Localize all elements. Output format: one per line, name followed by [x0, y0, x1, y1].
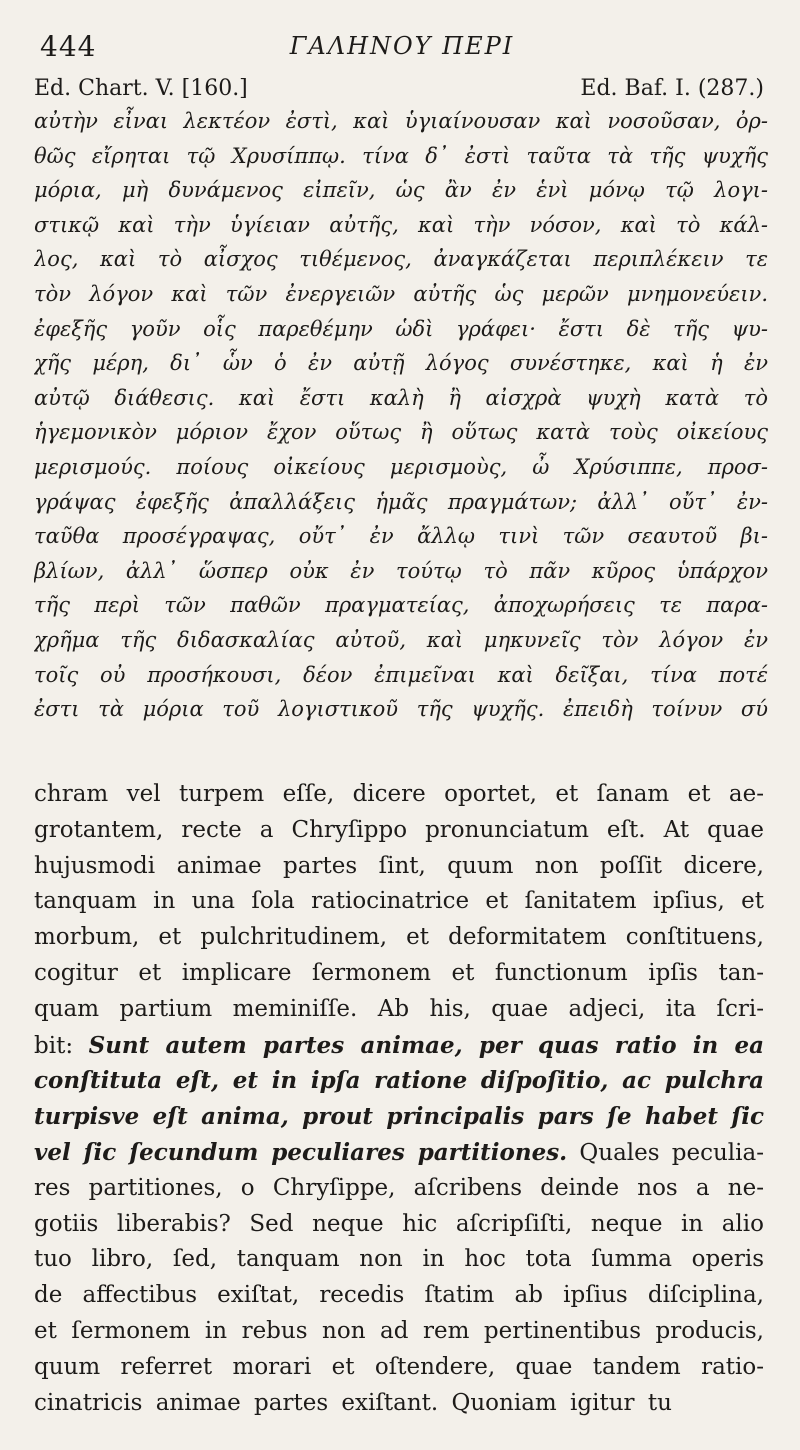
latin-text: grotantem, recte a Chryſippo pronunciatum eſt. At quae — [34, 816, 764, 843]
latin-line — [34, 777, 764, 813]
latin-text: gotiis liberabis? Sed neque hic aſcripſiſti, neque in alio — [34, 1210, 764, 1237]
latin-line — [34, 1278, 764, 1314]
latin-text: cogitur et implicare ſermonem et functionum ipſis tan- — [34, 959, 764, 986]
edition-reference-right: Ed. Baf. I. (287.) — [580, 76, 764, 101]
edition-reference-left: Ed. Chart. V. [160.] — [34, 76, 248, 101]
latin-text: Quales peculia- — [567, 1139, 764, 1166]
greek-line: ταῦθα προσέγραψας, οὔτ᾽ ἐν ἄλλῳ τινὶ τῶν σεαυτοῦ βι- — [34, 524, 768, 549]
latin-text: tuo libro, ſed, tanquam non in hoc tota ſumma operis — [34, 1246, 764, 1273]
greek-line: τῆς περὶ τῶν παθῶν πραγματείας, ἀποχωρήσεις τε παρα- — [34, 593, 768, 618]
greek-line: λος, καὶ τὸ αἶσχος τιθέμενος, ἀναγκάζεται περιπλέκειν τε — [34, 247, 768, 272]
chrysippus-quotation: conſtituta eſt, et in ipſa ratione diſpoſitio, ac pulchra — [34, 1067, 764, 1095]
greek-line: χῆς μέρη, δι᾽ ὧν ὁ ἐν αὐτῇ λόγος συνέστηκε, καὶ ἡ ἐν — [34, 351, 768, 376]
greek-line: ἐφεξῆς γοῦν οἷς παρεθέμην ὡδὶ γράφει· ἔστι δὲ τῆς ψυ- — [34, 316, 768, 341]
greek-line: τοῖς οὐ προσήκουσι, δέον ἐπιμεῖναι καὶ δεῖξαι, τίνα ποτέ — [34, 662, 768, 687]
latin-line — [34, 1063, 764, 1099]
latin-line — [34, 920, 764, 956]
page-number: 444 — [40, 30, 97, 63]
latin-text: quum referret morari et oſtendere, quae tandem ratio- — [34, 1353, 764, 1380]
greek-line: μόρια, μὴ δυνάμενος εἰπεῖν, ὡς ἂν ἐν ἑνὶ μόνῳ τῷ λογι- — [34, 178, 768, 203]
greek-line: μερισμούς. ποίους οἰκείους μερισμοὺς, ὦ Χρύσιππε, προσ- — [34, 454, 768, 479]
latin-text: res partitiones, o Chryſippe, aſcribens deinde nos a ne- — [34, 1174, 764, 1201]
chrysippus-quotation: turpisve eſt anima, prout principalis pars ſe habet ſic — [34, 1103, 764, 1131]
greek-line: στικῷ καὶ τὴν ὑγίειαν αὐτῆς, καὶ τὴν νόσον, καὶ τὸ κάλ- — [34, 212, 768, 237]
latin-text: chram vel turpem eſſe, dicere oportet, et ſanam et ae- — [34, 781, 764, 807]
latin-line — [34, 1314, 764, 1350]
greek-line: αὐτὴν εἶναι λεκτέον ἐστὶ, καὶ ὑγιαίνουσαν καὶ νοσοῦσαν, ὀρ- — [34, 109, 768, 133]
greek-line: βλίων, ἀλλ᾽ ὥσπερ οὐκ ἐν τούτῳ τὸ πᾶν κῦρος ὑπάρχον — [34, 558, 768, 583]
latin-text: et ſermonem in rebus non ad rem pertinentibus producis, — [34, 1317, 764, 1344]
latin-text: hujusmodi animae partes ſint, quum non poſſit dicere, — [34, 852, 764, 879]
greek-line: χρῆμα τῆς διδασκαλίας αὐτοῦ, καὶ μηκυνεῖς τὸν λόγον ἐν — [34, 627, 768, 652]
page-header — [40, 28, 764, 64]
greek-line: θῶς εἴρηται τῷ Χρυσίππῳ. τίνα δ᾽ ἐστὶ ταῦτα τὰ τῆς ψυχῆς — [34, 143, 768, 168]
latin-text: de affectibus exiſtat, recedis ſtatim ab ipſius diſciplina, — [34, 1282, 764, 1309]
latin-line — [34, 849, 764, 885]
chrysippus-quotation: Sunt autem partes animae, per quas ratio in ea — [88, 1031, 764, 1059]
greek-text-block — [34, 104, 768, 727]
latin-text: morbum, et pulchritudinem, et deformitatem conſtituens, — [34, 924, 764, 951]
latin-line — [34, 884, 764, 920]
running-title: ΓΑΛΗΝΟΥ ΠΕΡΙ — [289, 32, 515, 60]
latin-text: cinatricis animae partes exiſtant. Quoniam igitur tu — [34, 1389, 672, 1416]
latin-line — [34, 813, 764, 849]
latin-line — [34, 992, 764, 1028]
latin-line — [34, 1171, 764, 1207]
greek-line: γράψας ἐφεξῆς ἀπαλλάξεις ἡμᾶς πραγμάτων; ἀλλ᾽ οὔτ᾽ ἐν- — [34, 489, 768, 514]
chrysippus-quotation: vel ſic ſecundum peculiares partitiones. — [34, 1138, 568, 1166]
latin-line — [34, 1350, 764, 1386]
greek-line: αὐτῷ διάθεσις. καὶ ἔστι καλὴ ἢ αἰσχρὰ ψυχὴ κατὰ τὸ — [34, 385, 768, 410]
latin-line — [34, 1135, 764, 1171]
latin-line — [34, 1028, 764, 1064]
greek-line: ἐστι τὰ μόρια τοῦ λογιστικοῦ τῆς ψυχῆς. ἐπειδὴ τοίνυν σύ — [34, 697, 768, 722]
greek-line: ἡγεμονικὸν μόριον ἔχον οὕτως ἢ οὕτως κατὰ τοὺς οἰκείους — [34, 420, 768, 445]
latin-line — [34, 956, 764, 992]
latin-text: quam partium meminiſſe. Ab his, quae adjeci, ita ſcri- — [34, 995, 764, 1022]
latin-text: bit: — [34, 1032, 89, 1059]
latin-text: tanquam in una ſola ratiocinatrice et ſanitatem ipſius, et — [34, 888, 764, 915]
latin-line — [34, 1242, 764, 1278]
latin-text-block — [34, 777, 764, 1421]
greek-line: τὸν λόγον καὶ τῶν ἐνεργειῶν αὐτῆς ὡς μερῶν μνημονεύειν. — [34, 281, 768, 306]
latin-line — [34, 1099, 764, 1135]
latin-line — [34, 1207, 764, 1243]
latin-line — [34, 1386, 764, 1422]
